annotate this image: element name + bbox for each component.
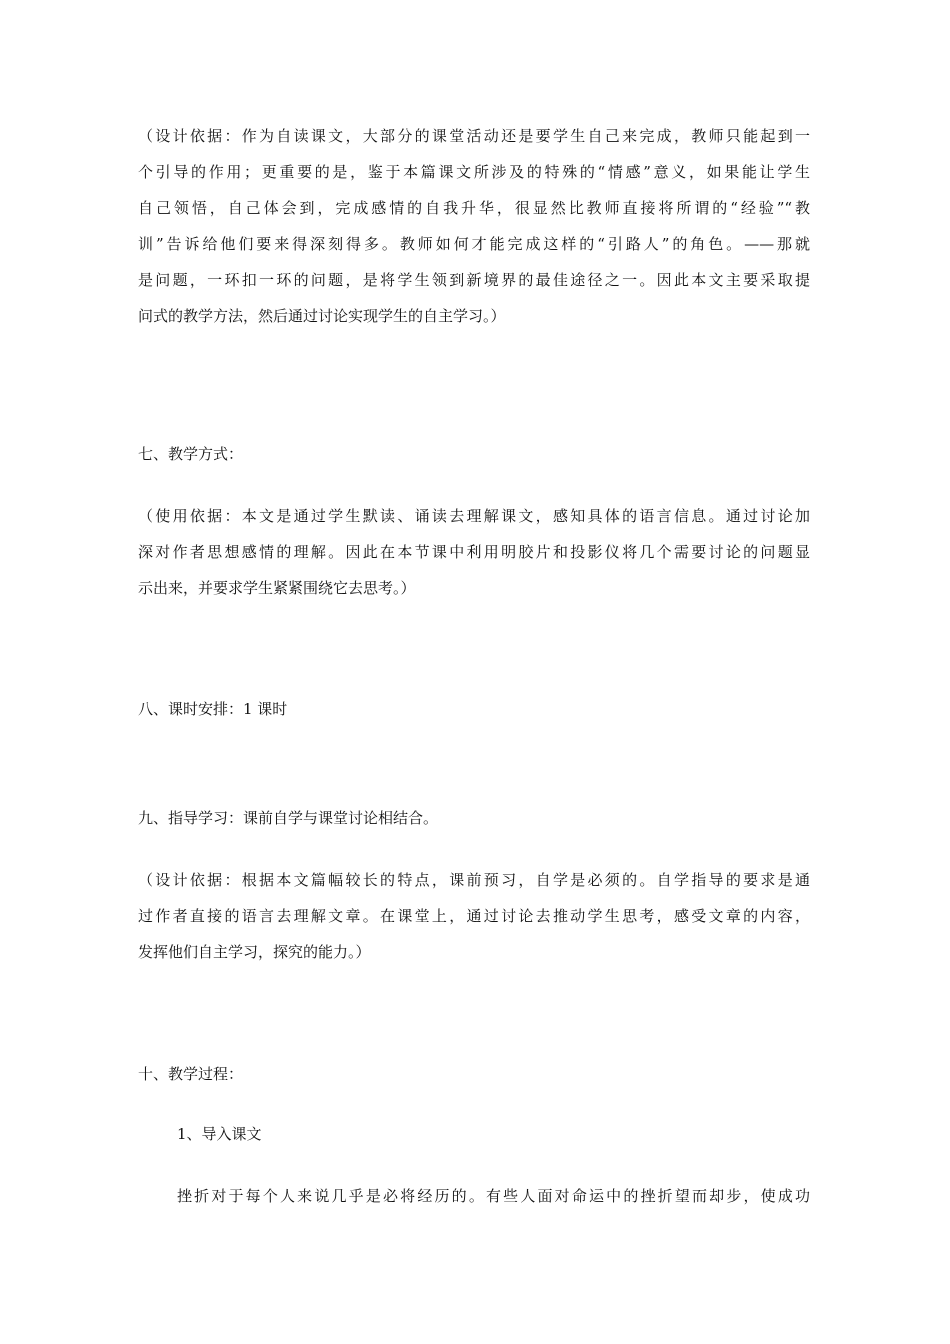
- text-line: 训”告诉给他们要来得深刻得多。教师如何才能完成这样的“引路人”的角色。——那就: [138, 235, 810, 253]
- text-line: （设计依据：根据本文篇幅较长的特点，课前预习，自学是必须的。自学指导的要求是通: [138, 871, 810, 889]
- section-7-basis-paragraph: [138, 498, 810, 606]
- text-line: （设计依据：作为自读课文，大部分的课堂活动还是要学生自己来完成，教师只能起到一: [138, 127, 810, 145]
- text-line: 是问题，一环扣一环的问题，是将学生领到新境界的最佳途径之一。因此本文主要采取提: [138, 271, 810, 289]
- section-8-heading: 八、课时安排：1 课时: [138, 700, 288, 718]
- text-line: 深对作者思想感情的理解。因此在本节课中利用明胶片和投影仪将几个需要讨论的问题显: [138, 543, 810, 561]
- text-line: 示出来，并要求学生紧紧围绕它去思考。）: [138, 579, 416, 597]
- text-line: 发挥他们自主学习，探究的能力。）: [138, 943, 371, 961]
- section-7-heading: 七、教学方式：: [138, 445, 244, 463]
- section-10-heading: 十、教学过程：: [138, 1065, 244, 1083]
- section-9-heading: 九、指导学习：课前自学与课堂讨论相结合。: [138, 809, 439, 827]
- text-line: 个引导的作用；更重要的是，鉴于本篇课文所涉及的特殊的“情感”意义，如果能让学生: [138, 163, 810, 181]
- section-9-basis-paragraph: [138, 862, 810, 970]
- text-line: 问式的教学方法，然后通过讨论实现学生的自主学习。）: [138, 307, 506, 325]
- text-line: 过作者直接的语言去理解文章。在课堂上，通过讨论去推动学生思考，感受文章的内容，: [138, 907, 810, 925]
- step-1-heading: 1、导入课文: [177, 1125, 262, 1143]
- text-line: 挫折对于每个人来说几乎是必将经历的。有些人面对命运中的挫折望而却步，使成功: [177, 1187, 810, 1205]
- step-1-paragraph: [177, 1178, 810, 1214]
- text-line: （使用依据：本文是通过学生默读、诵读去理解课文，感知具体的语言信息。通过讨论加: [138, 507, 810, 525]
- design-basis-paragraph-1: [138, 118, 810, 334]
- text-line: 自己领悟，自己体会到，完成感情的自我升华，很显然比教师直接将所谓的“经验”“教: [138, 199, 810, 217]
